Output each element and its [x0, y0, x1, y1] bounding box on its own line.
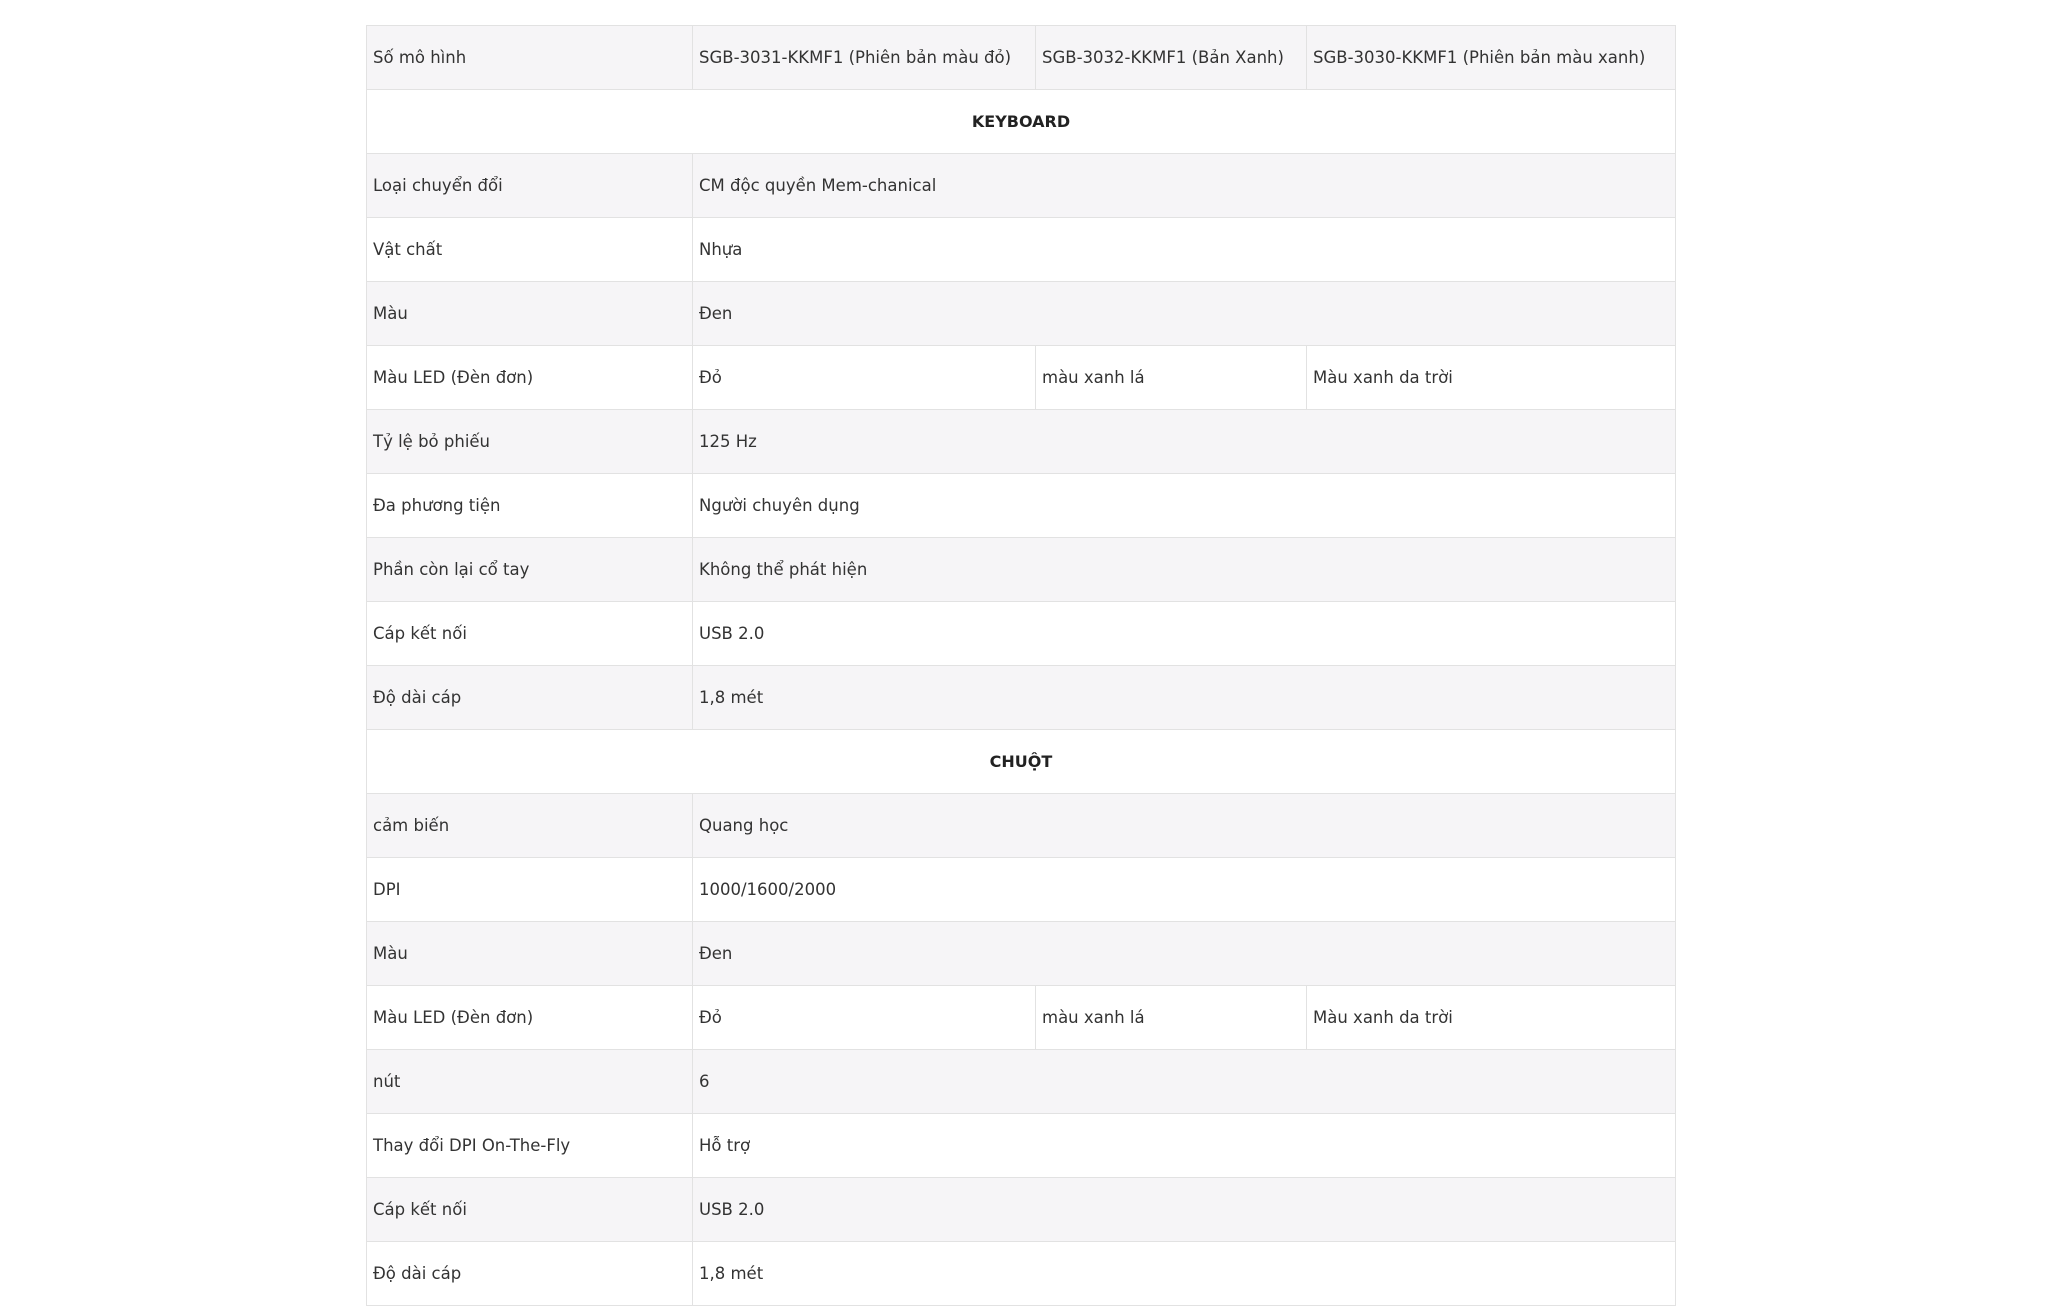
row-value: 6 — [693, 1050, 1676, 1114]
row-value: CM độc quyền Mem-chanical — [693, 154, 1676, 218]
table-row — [367, 282, 1676, 346]
row-label: DPI — [367, 858, 693, 922]
table-row — [367, 602, 1676, 666]
table-row — [367, 538, 1676, 602]
row-value: USB 2.0 — [693, 602, 1676, 666]
table-row — [367, 858, 1676, 922]
row-value: Đen — [693, 282, 1676, 346]
model-number-row — [367, 26, 1676, 90]
row-value-green: màu xanh lá — [1036, 986, 1307, 1050]
row-label: Màu LED (Đèn đơn) — [367, 986, 693, 1050]
spec-table — [366, 25, 1676, 1306]
row-label: Cáp kết nối — [367, 1178, 693, 1242]
row-label: Màu — [367, 922, 693, 986]
row-label: Độ dài cáp — [367, 666, 693, 730]
keyboard-section-title: KEYBOARD — [367, 90, 1676, 154]
row-label: cảm biến — [367, 794, 693, 858]
row-value-blue: Màu xanh da trời — [1307, 986, 1676, 1050]
row-value: Người chuyên dụng — [693, 474, 1676, 538]
row-label: Độ dài cáp — [367, 1242, 693, 1306]
row-label: Màu LED (Đèn đơn) — [367, 346, 693, 410]
table-row — [367, 410, 1676, 474]
model-blue-edition: SGB-3030-KKMF1 (Phiên bản màu xanh) — [1307, 26, 1676, 90]
row-value-red: Đỏ — [693, 986, 1036, 1050]
row-label: Thay đổi DPI On-The-Fly — [367, 1114, 693, 1178]
row-value-green: màu xanh lá — [1036, 346, 1307, 410]
table-row — [367, 1242, 1676, 1306]
row-label: Màu — [367, 282, 693, 346]
row-value: 1000/1600/2000 — [693, 858, 1676, 922]
table-row — [367, 986, 1676, 1050]
row-value: Nhựa — [693, 218, 1676, 282]
table-row — [367, 218, 1676, 282]
row-value: Hỗ trợ — [693, 1114, 1676, 1178]
model-green-edition: SGB-3032-KKMF1 (Bản Xanh) — [1036, 26, 1307, 90]
row-label: Số mô hình — [367, 26, 693, 90]
section-header-row — [367, 90, 1676, 154]
row-value: Đen — [693, 922, 1676, 986]
section-header-row — [367, 730, 1676, 794]
table-row — [367, 1114, 1676, 1178]
row-value-red: Đỏ — [693, 346, 1036, 410]
table-row — [367, 1178, 1676, 1242]
mouse-section-title: CHUỘT — [367, 730, 1676, 794]
row-label: nút — [367, 1050, 693, 1114]
row-value: Không thể phát hiện — [693, 538, 1676, 602]
row-value: Quang học — [693, 794, 1676, 858]
row-value: 1,8 mét — [693, 666, 1676, 730]
row-label: Cáp kết nối — [367, 602, 693, 666]
row-value-blue: Màu xanh da trời — [1307, 346, 1676, 410]
table-row — [367, 346, 1676, 410]
row-value: 125 Hz — [693, 410, 1676, 474]
row-label: Loại chuyển đổi — [367, 154, 693, 218]
table-row — [367, 1050, 1676, 1114]
table-row — [367, 666, 1676, 730]
table-row — [367, 794, 1676, 858]
model-red-edition: SGB-3031-KKMF1 (Phiên bản màu đỏ) — [693, 26, 1036, 90]
row-value: 1,8 mét — [693, 1242, 1676, 1306]
table-row — [367, 154, 1676, 218]
table-row — [367, 922, 1676, 986]
row-value: USB 2.0 — [693, 1178, 1676, 1242]
table-row — [367, 474, 1676, 538]
row-label: Tỷ lệ bỏ phiếu — [367, 410, 693, 474]
row-label: Phần còn lại cổ tay — [367, 538, 693, 602]
row-label: Vật chất — [367, 218, 693, 282]
row-label: Đa phương tiện — [367, 474, 693, 538]
